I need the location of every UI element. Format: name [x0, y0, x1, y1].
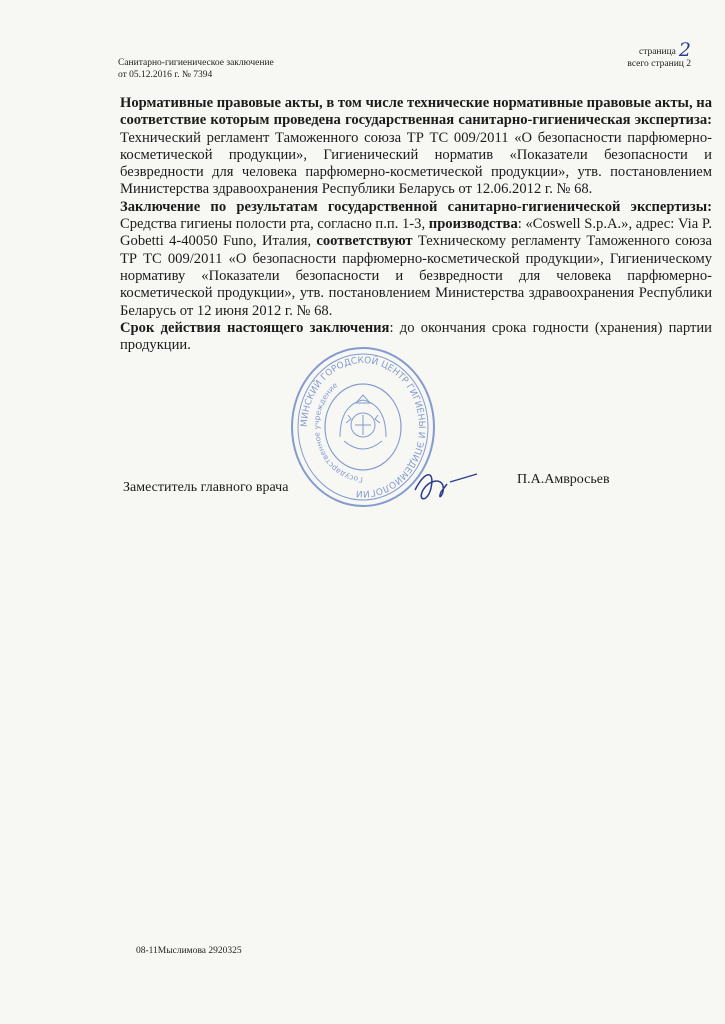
page-counter	[591, 39, 691, 70]
document-type: Санитарно-гигиеническое заключение	[118, 58, 274, 68]
normative-acts-heading: Нормативные правовые акты, в том числе технические нормативные правовые акты, на соответствие которым проведена государственная санитарно-гигиеническая экспертиза:	[120, 95, 712, 129]
normative-acts-text: Технический регламент Таможенного союза ТР ТС 009/2011 «О безопасности парфюмерно-косметической продукции», Гигиенический норматив «Показатели безопасности и безвредности для человека парфюмерно-косметической продукции», утв. постановлением Министерства здравоохранения Республики Беларусь от 12.06.2012 г. № 68.	[120, 129, 712, 198]
conform-label: соответствуют	[316, 233, 413, 250]
manufacturer-label: производства	[428, 216, 518, 233]
conclusion-text-1: Средства гигиены полости рта, согласно п.п. 1-3,	[120, 216, 429, 233]
signatory-name: П.А.Амвросьев	[517, 472, 610, 487]
normative-acts-paragraph	[120, 95, 712, 199]
signature-block	[0, 472, 725, 512]
signatory-role: Заместитель главного врача	[123, 480, 289, 495]
executor-footer: 08-11Мыслимова 2920325	[136, 946, 242, 956]
coat-of-arms-emblem	[340, 395, 386, 449]
validity-text: : до окончания срока годности (хранения) партии продукции.	[120, 319, 712, 354]
stamp-outer-text-1: МИНСКИЙ ГОРОДСКОЙ ЦЕНТР ГИГИЕНЫ И ЭПИДЕМИОЛОГИИ	[299, 355, 427, 499]
conclusion-text-3: Техническому регламенту Таможенного союза ТР ТС 009/2011 «О безопасности парфюмерно-косметической продукции», Гигиеническому нормативу «Показатели безопасности и безвредности для человека парфюмерно-косметической продукции», утв. постановлением Министерства здравоохранения Республики Беларусь от 12 июня 2012 г. № 68.	[120, 233, 712, 319]
document-body	[120, 95, 712, 354]
conclusion-heading: Заключение по результатам государственной санитарно-гигиенической экспертизы:	[120, 198, 712, 215]
total-pages: всего страниц 2	[627, 59, 691, 69]
validity-heading: Срок действия настоящего заключения	[120, 319, 390, 336]
document-header-left	[118, 57, 274, 81]
document-date-number: от 05.12.2016 г. № 7394	[118, 70, 213, 80]
stamp-outer-text-2: Государственное учреждение	[312, 380, 364, 485]
conclusion-paragraph	[120, 199, 712, 320]
conclusion-text-2: : «Coswell S.p.A.», адрес: Via P. Gobetti 4-40050 Funo, Италия,	[120, 216, 713, 250]
page-label: страница	[638, 47, 676, 57]
handwritten-page-number: 2	[678, 39, 691, 61]
